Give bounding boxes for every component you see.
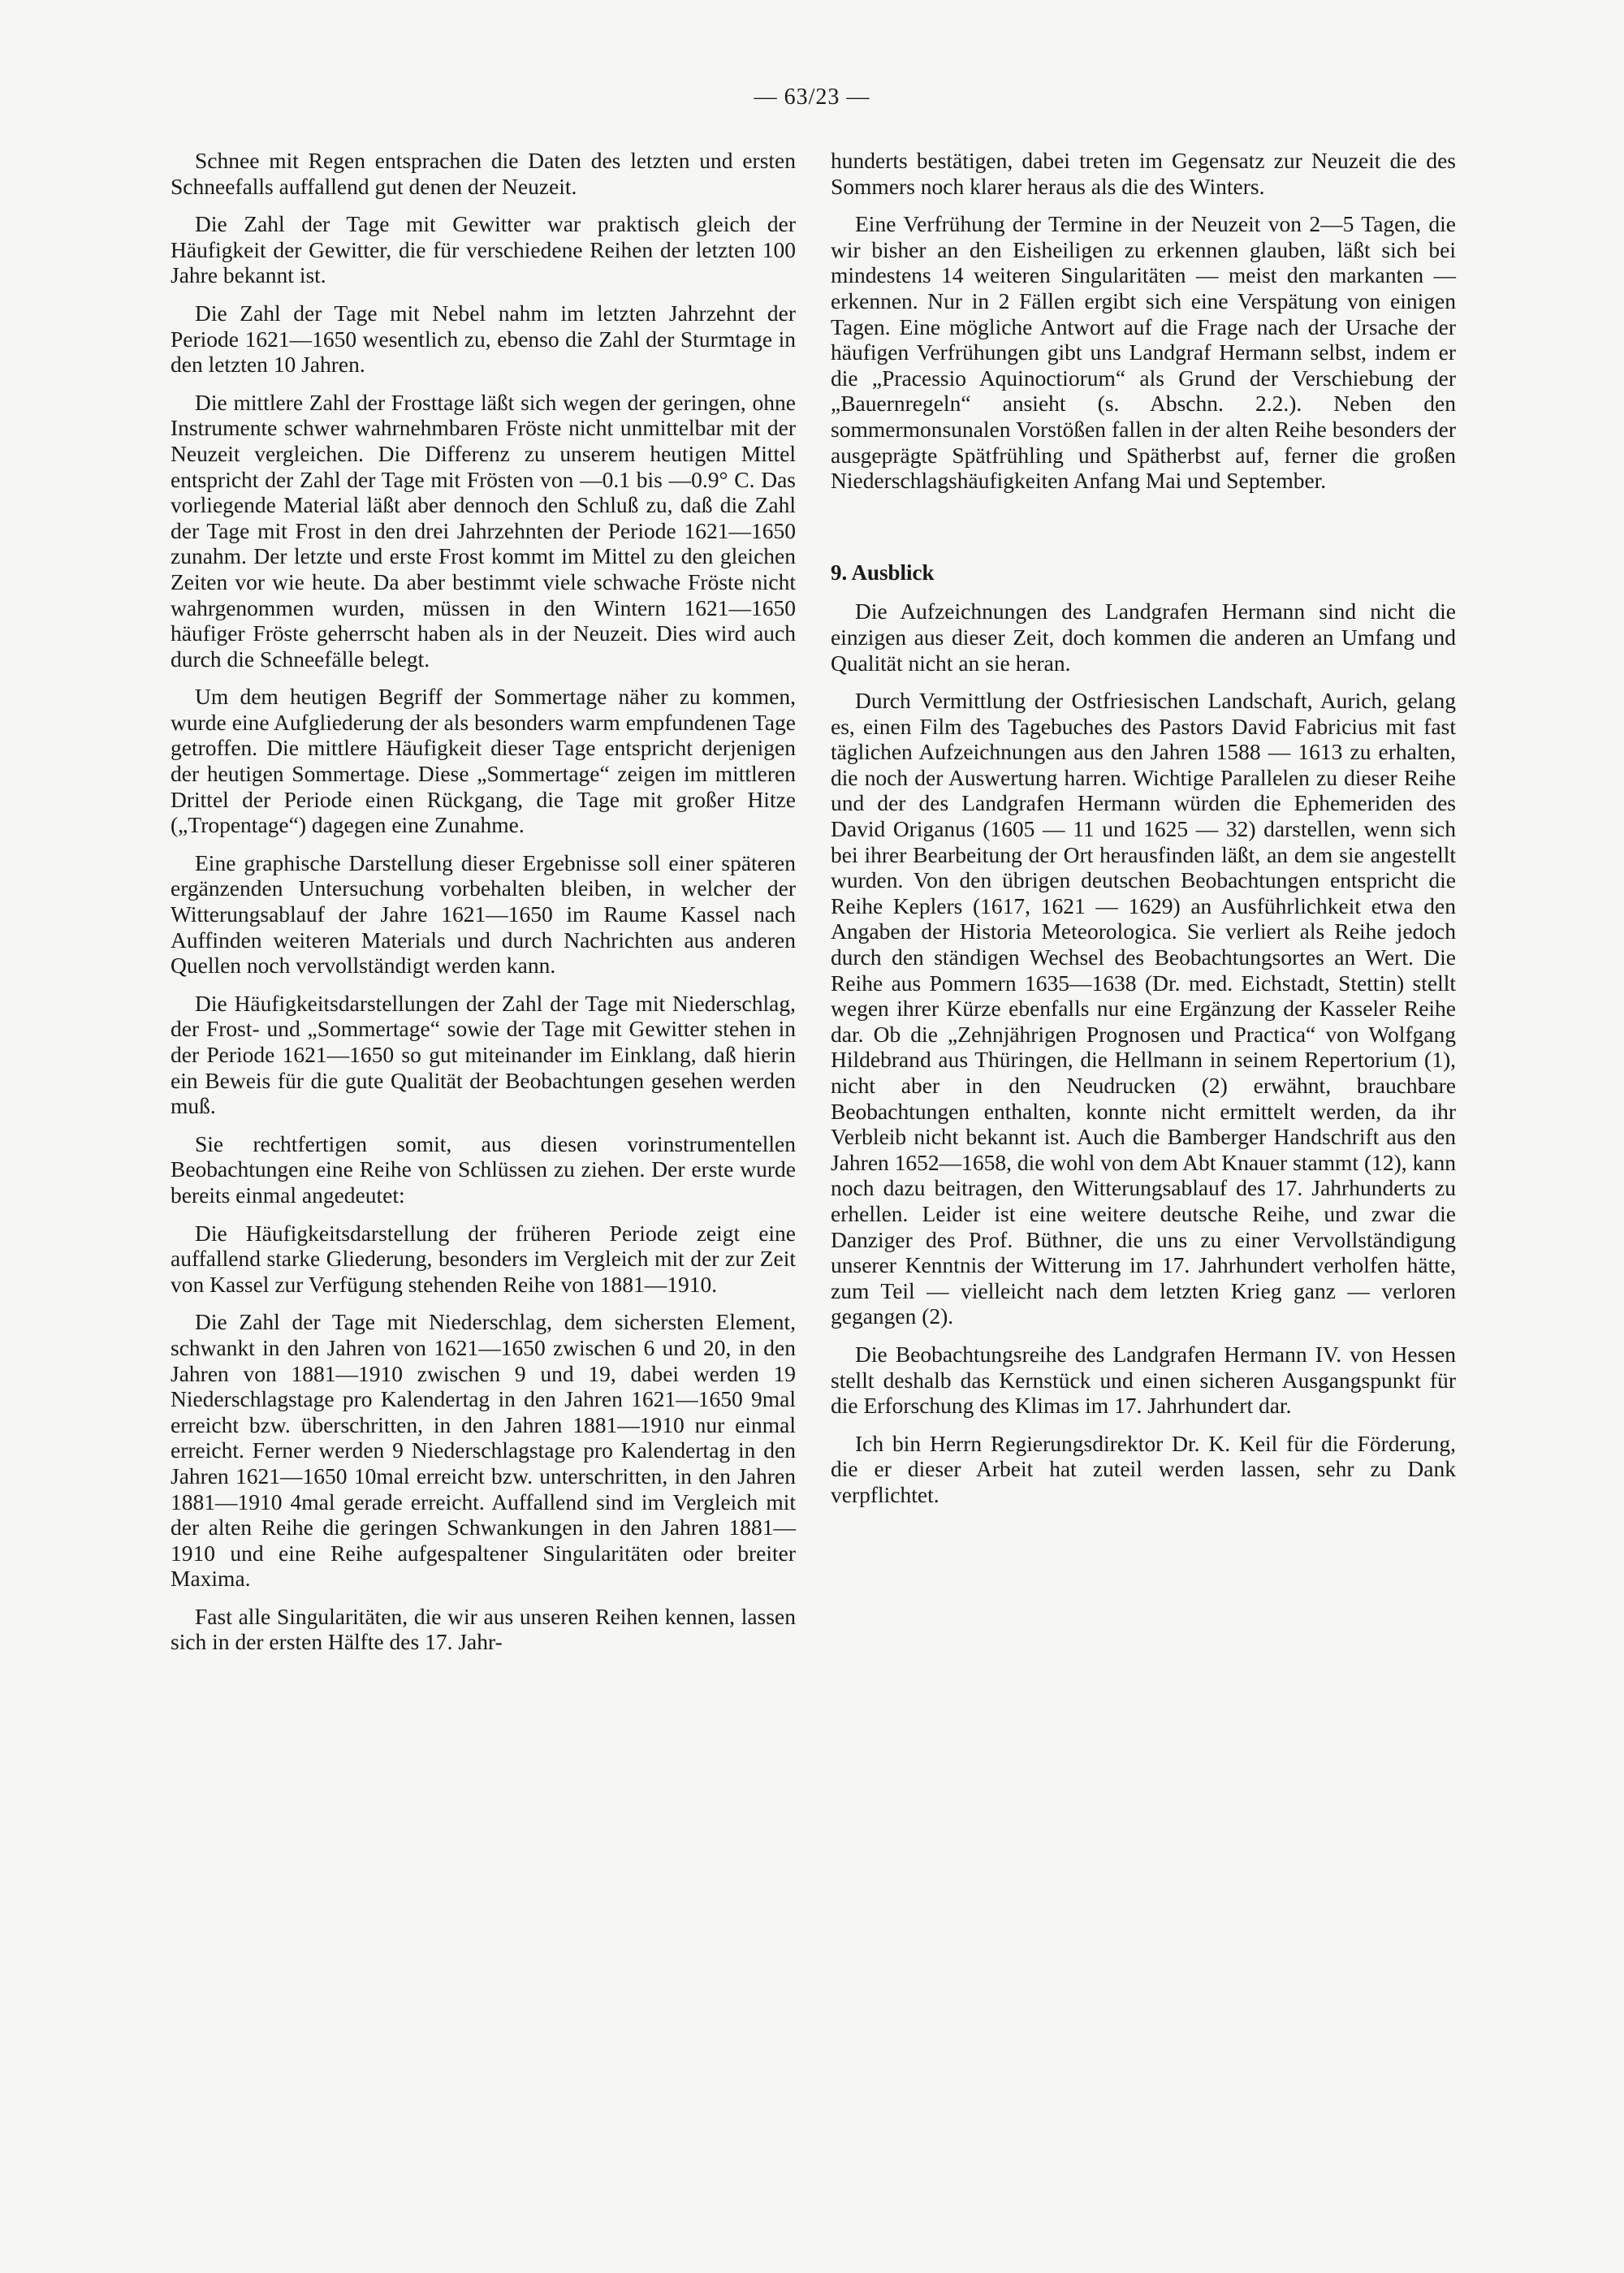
paragraph: Durch Vermittlung der Ostfriesischen Landschaft, Aurich, gelang es, einen Film des Tagebuches des Pastors David Fabricius mit fast täglichen Aufzeichnungen aus den Jahren 1588 — 1613 zu erhalten, die noch der Auswertung harren. Wichtige Parallelen zu dieser Reihe und der des Landgrafen Hermann würden die Ephemeriden des David Origanus (1605 — 11 und 1625 — 32) darstellen, wenn sich bei ihrer Bearbeitung der Ort herausfinden läßt, an dem sie angestellt wurden. Von den übrigen deutschen Beobachtungen entspricht die Reihe Keplers (1617, 1621 — 1629) an Ausführlichkeit etwa den Angaben der Historia Meteorologica. Sie verliert als Reihe jedoch durch den ständigen Wechsel des Beobachtungsortes an Wert. Die Reihe aus Pommern 1635—1638 (Dr. med. Eichstadt, Stettin) stellt wegen ihrer Kürze ebenfalls nur eine Ergänzung der Kasseler Reihe dar. Ob die „Zehnjährigen Prognosen und Practica“ von Wolfgang Hildebrand aus Thüringen, die Hellmann in seinem Repertorium (1), nicht aber in den Neudrucken (2) erwähnt, brauchbare Beobachtungen enthalten, konnte nicht ermittelt werden, da ihr Verbleib nicht bekannt ist. Auch die Bamberger Handschrift aus den Jahren 1652—1658, die wohl von dem Abt Knauer stammt (12), kann noch dazu beitragen, den Witterungsablauf des 17. Jahrhunderts zu erhellen. Leider ist eine weitere deutsche Reihe, und zwar die Danziger des Prof. Büthner, die uns zu einer Vervollständigung unserer Kenntnis der Witterung im 17. Jahrhundert verholfen hätte, zum Teil — vielleicht nach dem letzten Krieg ganz — verloren gegangen (2). xyxy=(831,688,1456,1329)
paragraph: Die mittlere Zahl der Frosttage läßt sich wegen der geringen, ohne Instrumente schwer wahrnehmbaren Fröste nicht unmittelbar mit der Neuzeit vergleichen. Die Differenz zu unserem heutigen Mittel entspricht der Zahl der Tage mit Frösten von —0.1 bis —0.9° C. Das vorliegende Material läßt aber dennoch den Schluß zu, daß die Zahl der Tage mit Frost in den drei Jahrzehnten der Periode 1621—1650 zunahm. Der letzte und erste Frost kommt im Mittel zu den gleichen Zeiten vor wie heute. Da aber bestimmt viele schwache Fröste nicht wahrgenommen wurden, müssen in den Wintern 1621—1650 häufiger Fröste geherrscht haben als in der Neuzeit. Dies wird auch durch die Schneefälle belegt. xyxy=(171,389,796,672)
paragraph: Die Zahl der Tage mit Gewitter war praktisch gleich der Häufigkeit der Gewitter, die für verschiedene Reihen der letzten 100 Jahre bekannt ist. xyxy=(171,211,796,288)
paragraph: Sie rechtfertigen somit, aus diesen vorinstrumentellen Beobachtungen eine Reihe von Schlüssen zu ziehen. Der erste wurde bereits einmal angedeutet: xyxy=(171,1130,796,1208)
page-number: — 63/23 — xyxy=(754,84,870,110)
paragraph: Ich bin Herrn Regierungsdirektor Dr. K. Keil für die Förderung, die er dieser Arbeit hat zuteil werden lassen, sehr zu Dank verpflichtet. xyxy=(831,1430,1456,1507)
paragraph: Die Aufzeichnungen des Landgrafen Hermann sind nicht die einzigen aus dieser Zeit, doch kommen die anderen an Umfang und Qualität nicht an sie heran. xyxy=(831,598,1456,676)
right-column xyxy=(831,148,1456,1520)
paragraph: Die Beobachtungsreihe des Landgrafen Hermann IV. von Hessen stellt deshalb das Kernstück und einen sicheren Ausgangspunkt für die Erforschung des Klimas im 17. Jahrhundert dar. xyxy=(831,1341,1456,1419)
paragraph: Um dem heutigen Begriff der Sommertage näher zu kommen, wurde eine Aufgliederung der als besonders warm empfundenen Tage getroffen. Die mittlere Häufigkeit dieser Tage entspricht derjenigen der heutigen Sommertage. Diese „Sommertage“ zeigen im mittleren Drittel der Periode einen Rückgang, die Tage mit großer Hitze („Tropentage“) dagegen eine Zunahme. xyxy=(171,684,796,838)
paragraph: hunderts bestätigen, dabei treten im Gegensatz zur Neuzeit die des Sommers noch klarer heraus als die des Winters. xyxy=(831,148,1456,199)
paragraph: Schnee mit Regen entsprachen die Daten des letzten und ersten Schneefalls auffallend gut denen der Neuzeit. xyxy=(171,148,796,199)
paragraph: Die Zahl der Tage mit Niederschlag, dem sichersten Element, schwankt in den Jahren von 1621—1650 zwischen 6 und 20, in den Jahren von 1881—1910 zwischen 9 und 19, dabei werden 19 Niederschlagstage pro Kalendertag in den Jahren 1621—1650 9mal erreicht bzw. überschritten, in den Jahren 1881—1910 nur einmal erreicht. Ferner werden 9 Niederschlagstage pro Kalendertag in den Jahren 1621—1650 10mal erreicht bzw. unterschritten, in den Jahren 1881—1910 4mal gerade erreicht. Auffallend sind im Vergleich mit der alten Reihe die geringen Schwankungen in den Jahren 1881—1910 und eine Reihe aufgespaltener Singularitäten oder breiter Maxima. xyxy=(171,1309,796,1592)
paragraph: Die Zahl der Tage mit Nebel nahm im letzten Jahrzehnt der Periode 1621—1650 wesentlich zu, ebenso die Zahl der Sturmtage in den letzten 10 Jahren. xyxy=(171,300,796,378)
left-column xyxy=(171,148,796,1667)
paragraph: Fast alle Singularitäten, die wir aus unseren Reihen kennen, lassen sich in der ersten Hälfte des 17. Jahr- xyxy=(171,1603,796,1655)
paragraph: Die Häufigkeitsdarstellungen der Zahl der Tage mit Niederschlag, der Frost- und „Sommertage“ sowie der Tage mit Gewitter stehen in der Periode 1621—1650 so gut miteinander im Einklang, daß hierin ein Beweis für die gute Qualität der Beobachtungen gesehen werden muß. xyxy=(171,990,796,1119)
section-heading: 9. Ausblick xyxy=(831,560,935,585)
paragraph: Die Häufigkeitsdarstellung der früheren Periode zeigt eine auffallend starke Gliederung, besonders im Vergleich mit der zur Zeit von Kassel zur Verfügung stehenden Reihe von 1881—1910. xyxy=(171,1220,796,1297)
paragraph: Eine Verfrühung der Termine in der Neuzeit von 2—5 Tagen, die wir bisher an den Eisheiligen zu erkennen glauben, läßt sich bei mindestens 14 weiteren Singularitäten — meist den markanten — erkennen. Nur in 2 Fällen ergibt sich eine Verspätung von einigen Tagen. Eine mögliche Antwort auf die Frage nach der Ursache der häufigen Verfrühungen gibt uns Landgraf Hermann selbst, indem er die „Pracessio Aquinoctiorum“ als Grund der Verschiebung der „Bauernregeln“ ansieht (s. Abschn. 2.2.). Neben den sommermonsunalen Vorstößen fallen in der alten Reihe besonders der ausgeprägte Spätfrühling und Spätherbst auf, ferner die großen Niederschlagshäufigkeiten Anfang Mai und September. xyxy=(831,211,1456,494)
paragraph: Eine graphische Darstellung dieser Ergebnisse soll einer späteren ergänzenden Untersuchung vorbehalten bleiben, in welcher der Witterungsablauf der Jahre 1621—1650 im Raume Kassel nach Auffinden weiteren Materials und durch Nachrichten aus anderen Quellen noch vervollständigt werden kann. xyxy=(171,849,796,979)
